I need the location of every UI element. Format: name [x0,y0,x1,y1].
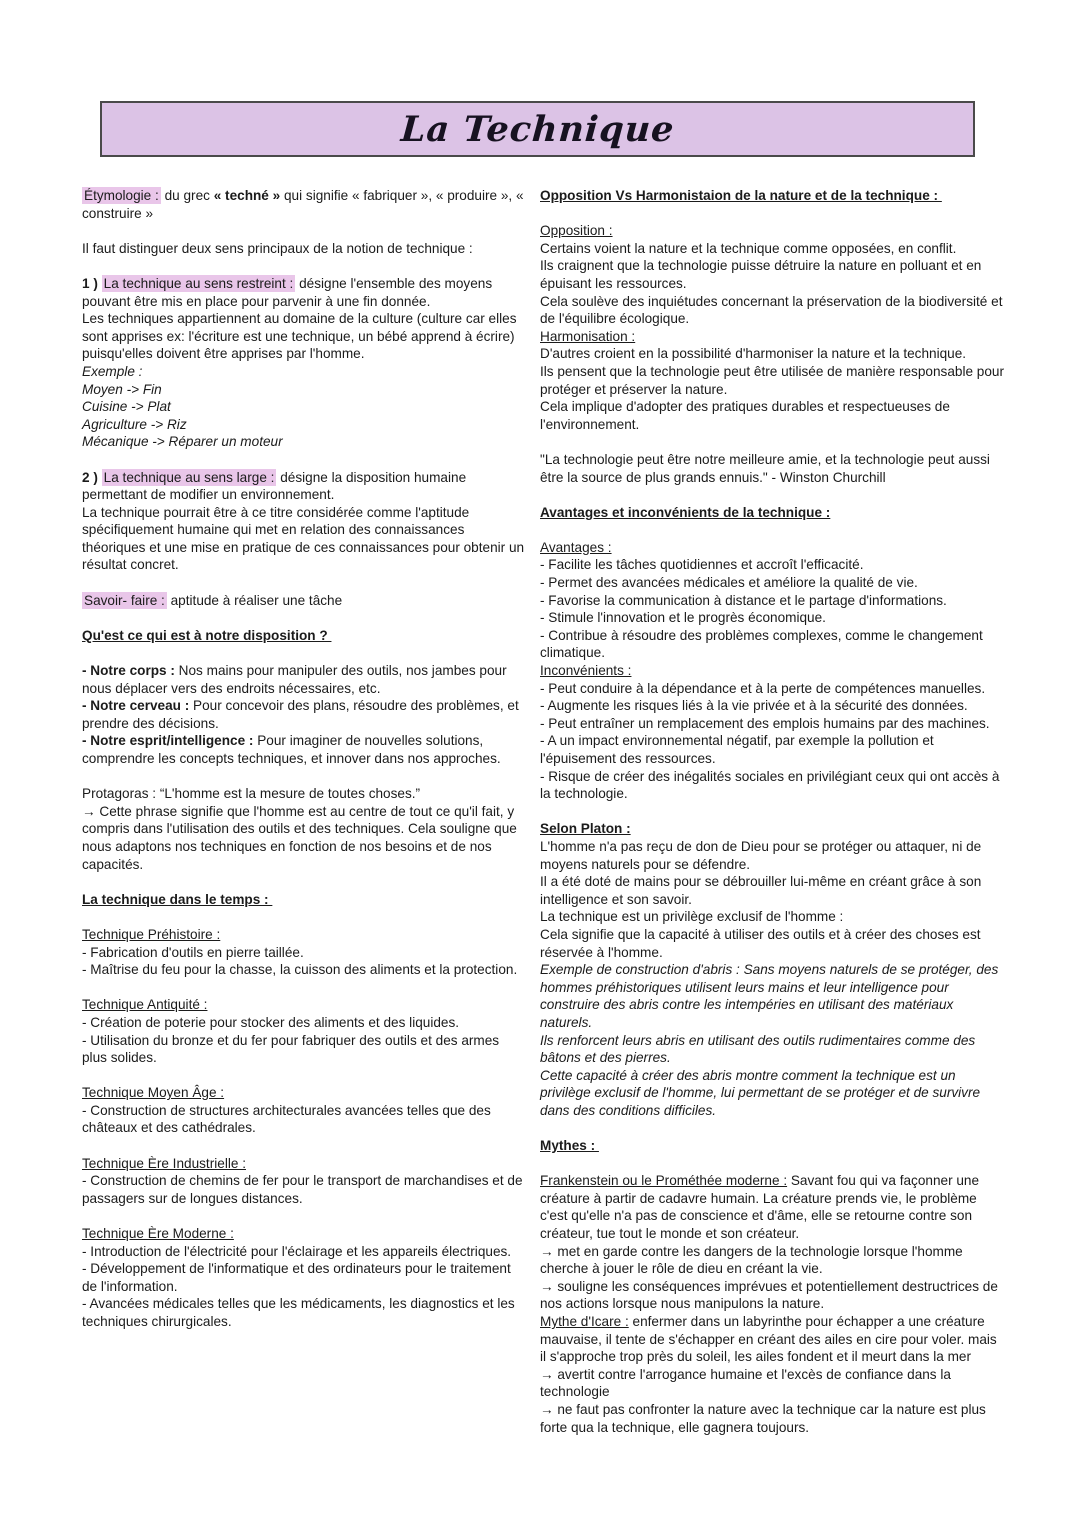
text-line [82,240,527,258]
text-run: La technique dans le temps : [82,891,273,907]
text-run: - Fabrication d'outils en pierre taillée. [82,944,304,960]
text-run: 2 ) [82,469,102,485]
text-run: - Stimule l'innovation et le progrès économique. [540,610,826,626]
highlighted-term: Savoir- faire : [84,592,165,608]
text-run: - Construction de structures architecturales avancées telles que des châteaux et des cathédrales. [82,1102,495,1136]
text-run: - Introduction de l'électricité pour l'éclairage et les appareils électriques. [82,1243,512,1259]
text-run: - Facilite les tâches quotidiennes et accroît l'efficacité. [540,557,864,573]
text-line [82,416,527,434]
text-line [540,240,1006,258]
text-run: - A un impact environnemental négatif, par exemple la pollution et l'épuisement des ressources. [540,733,938,766]
text-run: Exemple de construction d'abris : Sans moyens naturels de se protéger, des hommes préhistoriques utilisent leurs mains et leur intelligence pour construire des abris contre les intempéries en utilisant des matériaux naturels. [540,962,1003,1030]
text-run: Les techniques appartiennent au domaine de la culture (culture car elles sont apprises ex: l'écriture est une technique, un bébé apprend à écrire) puisqu'elles doivent être apprises par l'homme. [82,311,521,362]
text-line [540,1032,1006,1067]
text-run: Frankenstein ou le Prométhée moderne : [540,1173,788,1189]
text-run: Certains voient la nature et la technique comme opposées, en conflit. [540,240,957,256]
text-line [82,592,527,610]
ere-moderne-paragraph [82,1225,527,1331]
text-line [82,1295,527,1330]
text-line [82,310,527,363]
ere-industrielle-paragraph [82,1155,527,1208]
text-run: aptitude à réaliser une tâche [166,592,343,608]
text-line [540,1243,1006,1278]
text-line [540,732,1006,767]
right-column [540,187,1006,1436]
section-heading-mythes [540,1137,1006,1155]
section-heading-disposition [82,627,527,645]
text-run: Protagoras : “L'homme est la mesure de toutes choses.” [82,786,421,802]
text-line [540,504,1006,522]
text-line [82,803,527,873]
text-line [82,469,527,504]
text-line [82,398,527,416]
text-run: Qu'est ce qui est à notre disposition ? [82,627,332,643]
text-run: → ne faut pas confronter la nature avec la technique car la nature est plus forte qua la technique, elle gagnera toujours. [540,1401,990,1435]
text-line [540,715,1006,733]
text-line [540,328,1006,346]
moyen-age-paragraph [82,1084,527,1137]
text-run: → met en garde contre les dangers de la technologie lorsque l'homme cherche à jouer le rôle de dieu en créant la vie. [540,1243,967,1277]
text-run: Technique Ère Industrielle : [82,1155,246,1171]
text-run: enfermer dans un labyrinthe pour échapper a une créature mauvaise, il tente de s'échapper en créant des ailes en cire pour voler. mais il s'approche trop près du soleil, les ailes fondent et il meurt dans la mer [540,1314,1001,1365]
text-line [82,1225,527,1243]
text-line [82,504,527,574]
text-run: Cela implique d'adopter des pratiques durables et respectueuses de l'environnement. [540,399,954,432]
text-line [82,1102,527,1137]
text-run: Mythe d'Icare : [540,1314,629,1329]
text-line [540,961,1006,1031]
text-line [540,363,1006,398]
text-run: La technique est un privilège exclusif de l'homme : [540,909,844,925]
text-line [82,785,527,803]
text-run: Cuisine -> Plat [82,399,171,415]
text-line [540,662,1006,680]
text-run: Mécanique -> Réparer un moteur [82,434,283,450]
text-run: Cette capacité à créer des abris montre comment la technique est un privilège exclusif de l'homme, lui permettant de se protéger et de survivre dans des conditions difficiles. [540,1067,984,1118]
intro-paragraph [82,240,527,258]
text-line [540,187,1006,205]
text-run: Opposition Vs Harmonistaion de la nature et de la technique : [540,188,942,203]
text-line [82,363,527,381]
text-run: - Notre cerveau : [82,698,190,714]
text-run: - Contribue à résoudre des problèmes complexes, comme le changement climatique. [540,627,987,661]
text-line [540,926,1006,961]
title-banner [100,101,975,157]
text-run: désigne la disposition humaine permettant de modifier un environnement. [82,469,470,503]
etymology-paragraph [82,187,527,222]
text-run: Ils renforcent leurs abris en utilisant des outils rudimentaires comme des bâtons et des pierres. [540,1032,979,1066]
highlighted-term: Étymologie : [84,188,159,203]
avantages-inconvenients-paragraph [540,539,1006,803]
text-line [540,539,1006,557]
text-line [540,1137,1006,1155]
text-run: - Utilisation du bronze et du fer pour fabriquer des outils et des armes plus solides. [82,1032,503,1066]
text-line [82,1084,527,1102]
text-line [82,1032,527,1067]
text-line [540,574,1006,592]
text-run: qui signifie « fabriquer », « produire », « construire » [82,188,528,221]
text-run: L'homme n'a pas reçu de don de Dieu pour se protéger ou attaquer, ni de moyens naturels pour se défendre. [540,838,986,872]
text-line [540,1366,1006,1401]
text-line [82,275,527,310]
text-run: - Peut conduire à la dépendance et à la perte de compétences manuelles. [540,680,986,696]
text-run: Ils pensent que la technologie peut être utilisée de manière responsable pour protéger et préserver la nature. [540,363,1008,397]
text-line [82,697,527,732]
text-line [540,908,1006,926]
text-line [82,926,527,944]
text-run: Agriculture -> Riz [82,416,187,432]
text-run: - Favorise la communication à distance et le partage d'informations. [540,592,947,608]
sens-restreint-paragraph [82,275,527,451]
text-line [540,345,1006,363]
text-line [82,961,527,979]
text-run: - Permet des avancées médicales et améliore la qualité de vie. [540,575,918,591]
text-line [82,891,527,909]
highlighted-term: La technique au sens restreint : [103,275,294,291]
text-run: → avertit contre l'arrogance humaine et l'excès de confiance dans la technologie [540,1366,955,1400]
text-run: - Construction de chemins de fer pour le transport de marchandises et de passagers sur de longues distances. [82,1173,527,1206]
text-line [540,609,1006,627]
text-run: La technique pourrait être à ce titre considérée comme l'aptitude spécifiquement humaine qui met en relation des connaissances théoriques et une mise en pratique de ces connaissances pour obtenir un résultat concret. [82,504,528,573]
text-run: 1 ) [82,275,102,291]
text-run: Technique Ère Moderne : [82,1226,234,1242]
text-run: Il faut distinguer deux sens principaux de la notion de technique : [82,240,473,256]
opposition-harmonisation-paragraph [540,222,1006,433]
text-run: Il a été doté de mains pour se débrouiller lui-même en créant grâce à son intelligence et son savoir. [540,874,986,907]
text-line [540,1313,1006,1366]
text-line [540,768,1006,803]
text-line [540,293,1006,328]
section-heading-opposition [540,187,1006,205]
text-run: - Avancées médicales telles que les médicaments, les diagnostics et les techniques chirurgicales. [82,1296,519,1329]
text-line [82,1155,527,1173]
text-line [82,1172,527,1207]
text-line [540,873,1006,908]
text-run: - Risque de créer des inégalités sociales en privilégiant ceux qui ont accès à la technologie. [540,768,1004,802]
text-run: Moyen -> Fin [82,381,162,397]
text-run: - Notre corps : [82,663,175,679]
text-run: désigne l'ensemble des moyens pouvant être mis en place pour parvenir à une fin donnée. [82,275,496,309]
text-line [540,820,1006,838]
text-run: Mythes : [540,1138,599,1154]
page-title: La Technique [399,108,676,150]
platon-section [540,820,1006,1119]
text-run: Avantages et inconvénients de la technique : [540,504,831,520]
text-run: - Peut entraîner un remplacement des emplois humains par des machines. [540,715,990,731]
text-run: - Augmente les risques liés à la vie privée et à la sécurité des données. [540,698,968,714]
prehistoire-paragraph [82,926,527,979]
text-run: Technique Préhistoire : [82,926,221,942]
text-run: Technique Antiquité : [82,997,208,1013]
savoir-faire-paragraph [82,592,527,610]
text-run: Selon Platon : [540,821,631,837]
text-run: - Développement de l'informatique et des ordinateurs pour le traitement de l'information. [82,1261,515,1294]
text-run: → Cette phrase signifie que l'homme est au centre de tout ce qu'il fait, y compris dans l'utilisation des outils et des techniques. Cela souligne que nous adaptons nos techniques en fonction de nos besoins et de nos capacités. [82,803,521,872]
text-run: Ils craignent que la technologie puisse détruire la nature en polluant et en épuisant les ressources. [540,258,986,291]
left-column [82,187,527,1331]
text-line [82,662,527,697]
text-line [82,381,527,399]
text-line [82,433,527,451]
sens-large-paragraph [82,469,527,575]
text-line [540,1278,1006,1313]
text-line [540,1172,1006,1242]
text-run: Savant fou qui va façonner une créature à partir de cadavre humain. La créature prends vie, le problème c'est qu'elle n'a pas de conscience et d'âme, elle se retourne contre son créateur, tue tout le monde et son créateur. [540,1173,983,1242]
section-heading-avantages [540,504,1006,522]
text-run: Technique Moyen Âge : [82,1085,225,1101]
text-line [82,1243,527,1261]
text-line [540,398,1006,433]
text-line [540,556,1006,574]
text-run: Harmonisation : [540,328,636,344]
text-run: - Notre esprit/intelligence : [82,733,254,749]
text-line [82,944,527,962]
text-run: « techné » [213,188,281,203]
text-line [540,680,1006,698]
text-run: Exemple : [82,363,143,379]
text-line [540,592,1006,610]
disposition-list [82,662,527,768]
text-line [82,1014,527,1032]
text-run: Opposition : [540,223,613,239]
text-line [82,732,527,767]
text-line [82,1260,527,1295]
text-line [540,1067,1006,1120]
highlighted-term: La technique au sens large : [103,469,275,485]
text-run: - Création de poterie pour stocker des aliments et des liquides. [82,1014,460,1030]
text-run: Nos mains pour manipuler des outils, nos jambes pour nous déplacer vers des endroits nécessaires, etc. [82,663,511,696]
text-run: Pour concevoir des plans, résoudre des problèmes, et prendre des décisions. [82,698,523,731]
text-line [540,838,1006,873]
text-run: → souligne les conséquences imprévues et potentiellement destructrices de nos actions lorsque nous manipulons la nature. [540,1278,1002,1312]
text-run: - Maîtrise du feu pour la chasse, la cuisson des aliments et la protection. [82,962,518,978]
text-run: Cela soulève des inquiétudes concernant la préservation de la biodiversité et de l'équilibre écologique. [540,293,1007,327]
text-run: Inconvénients : [540,663,632,679]
protagoras-paragraph [82,785,527,873]
mythes-paragraph [540,1172,1006,1436]
section-heading-temps [82,891,527,909]
text-run: D'autres croient en la possibilité d'harmoniser la nature et la technique. [540,346,967,362]
text-run: du grec [160,188,214,203]
text-line [82,187,527,222]
text-line [540,627,1006,662]
antiquite-paragraph [82,996,527,1066]
text-line [540,697,1006,715]
text-line [82,627,527,645]
text-line [540,451,1006,486]
text-run: "La technologie peut être notre meilleure amie, et la technologie peut aussi être la source de plus grands ennuis." - Winston Churchill [540,451,994,485]
text-line [540,1401,1006,1436]
text-run: Pour imaginer de nouvelles solutions, comprendre les concepts techniques, et innover dans nos approches. [82,733,501,766]
text-line [540,222,1006,240]
text-run: Avantages : [540,539,612,555]
text-line [82,996,527,1014]
churchill-quote [540,451,1006,486]
text-run: Cela signifie que la capacité à utiliser des outils et à créer des choses est réservée à l'homme. [540,926,985,960]
text-line [540,257,1006,292]
